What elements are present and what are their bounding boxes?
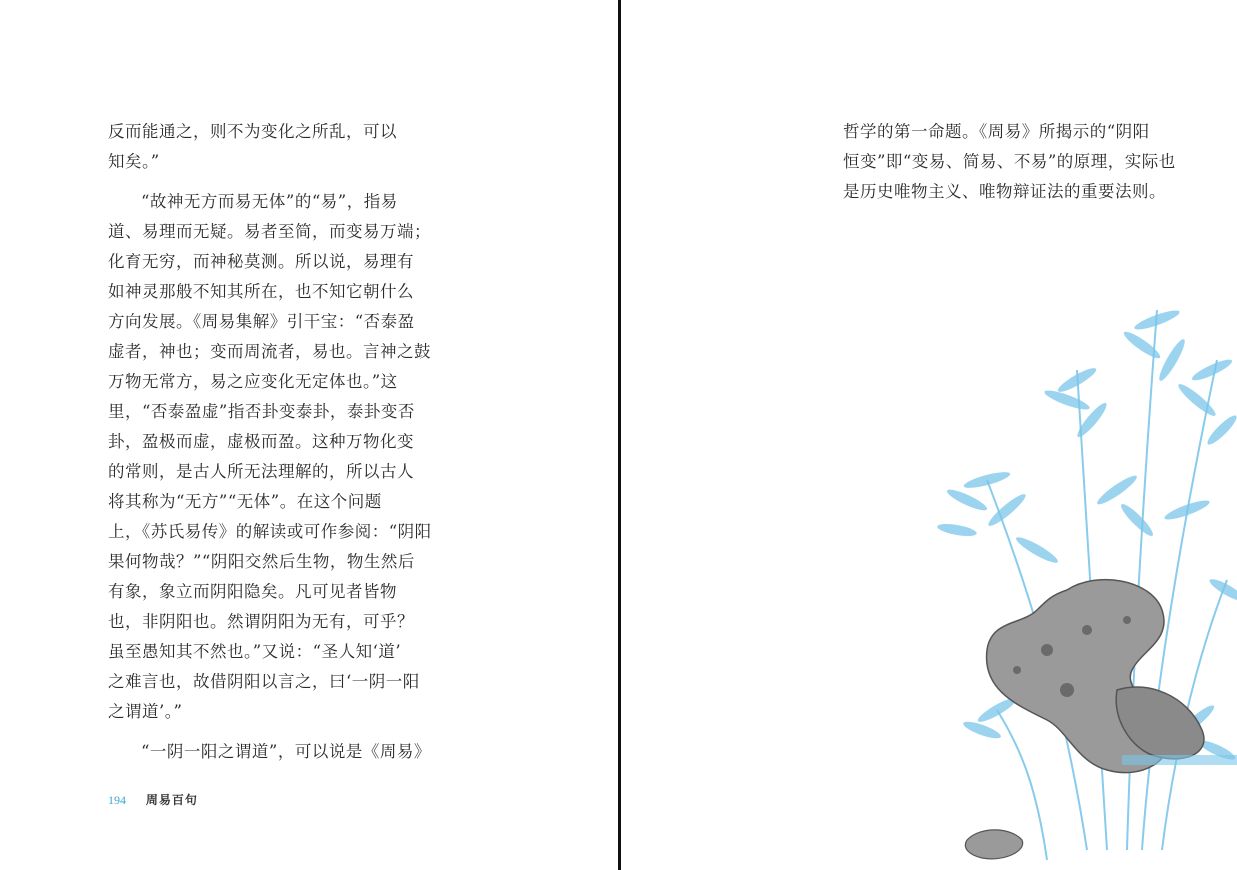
text-line: 恒变”即“变易、简易、不易”的原理，实际也: [843, 152, 1176, 171]
left-page: [0, 0, 618, 870]
page-number: 194: [108, 793, 126, 807]
text-line: 是历史唯物主义、唯物辩证法的重要法则。: [843, 182, 1166, 201]
text-line: 也，非阴阳也。然谓阴阳为无有，可乎？: [108, 612, 414, 631]
text-line: 知矣。”: [108, 152, 160, 171]
text-line: 将其称为“无方”“无体”。在这个问题: [108, 492, 382, 511]
text-line: 果何物哉？”“阴阳交然后生物，物生然后: [108, 552, 415, 571]
page-footer: [108, 791, 198, 808]
text-line: 的常则，是古人所无法理解的，所以古人: [108, 462, 414, 481]
ground-wash: [1122, 755, 1237, 765]
left-body-text: [108, 117, 432, 767]
text-line: 卦，盈极而虚，虚极而盈。这种万物化变: [108, 432, 414, 451]
text-line: 道、易理而无疑。易者至简，而变易万端；: [108, 222, 431, 241]
paragraph-continued: [843, 117, 1176, 207]
text-line: “故神无方而易无体”的“易”，指易: [141, 192, 398, 211]
text-line: 方向发展。《周易集解》引干宝：“否泰盈: [108, 312, 415, 331]
text-line: 有象，象立而阴阳隐矣。凡可见者皆物: [108, 582, 397, 601]
text-line: 反而能通之，则不为变化之所乱，可以: [108, 122, 397, 141]
paragraph-3: [108, 737, 431, 767]
small-stone: [965, 830, 1022, 859]
text-line: 虽至愚知其不然也。”又说：“圣人知‘道’: [108, 642, 402, 661]
bamboo-rock-illustration: [927, 250, 1237, 870]
text-line: 如神灵那般不知其所在，也不知它朝什么: [108, 282, 414, 301]
text-line: 里，“否泰盈虚”指否卦变泰卦，泰卦变否: [108, 402, 415, 421]
text-line: “一阴一阳之谓道”，可以说是《周易》: [141, 742, 431, 761]
text-line: 万物无常方，易之应变化无定体也。”这: [108, 372, 398, 391]
right-page: [621, 0, 1237, 870]
text-line: 哲学的第一命题。《周易》所揭示的“阴阳: [843, 122, 1150, 141]
text-line: 虚者，神也；变而周流者，易也。言神之鼓: [108, 342, 431, 361]
text-line: 之难言也，故借阴阳以言之，曰‘一阴一阳: [108, 672, 420, 691]
text-line: 上，《苏氏易传》的解读或可作参阅：“阴阳: [108, 522, 432, 541]
paragraph-1: [108, 117, 398, 177]
text-line: 之谓道’。”: [108, 702, 183, 721]
running-title: 周易百句: [145, 793, 198, 807]
right-body-text: [843, 117, 1176, 207]
text-line: 化育无穷，而神秘莫测。所以说，易理有: [108, 252, 414, 271]
paragraph-2: [108, 187, 432, 727]
